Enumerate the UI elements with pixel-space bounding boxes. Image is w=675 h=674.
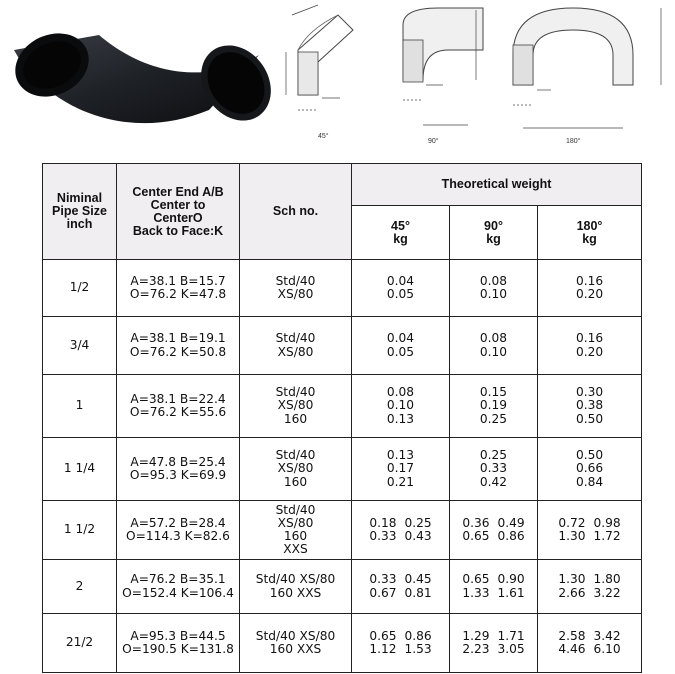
cell-size	[43, 317, 117, 375]
weight-value: 0.98	[593, 515, 621, 530]
header-nominal-size: Niminal Pipe Size inch	[43, 164, 117, 260]
weight-value: 0.43	[404, 529, 432, 543]
header-180: 180° kg	[538, 206, 642, 260]
value-center: A=47.8 B=25.4 O=95.3 K=69.9	[129, 454, 227, 482]
label-45: 45°	[318, 133, 329, 140]
weight-value: 0.72	[558, 515, 586, 530]
cell-w180	[538, 501, 642, 560]
cell-w90	[450, 260, 538, 317]
cell-size	[43, 438, 117, 501]
value-size: 1/2	[69, 280, 90, 295]
cell-w180	[538, 438, 642, 501]
weight-value: 0.33	[369, 572, 397, 587]
cell-center	[117, 317, 240, 375]
weight-value: 1.33	[462, 585, 490, 600]
product-illustrations	[0, 0, 675, 160]
header-theoretical-weight: Theoretical weight	[352, 164, 642, 206]
weight-value: 0.81	[404, 585, 432, 600]
table-row	[43, 438, 642, 501]
value-sch: Std/40 XS/80	[275, 331, 316, 359]
cell-w180	[538, 317, 642, 375]
cell-sch	[240, 501, 352, 560]
cell-sch	[240, 317, 352, 375]
value-center: A=38.1 B=22.4 O=76.2 K=55.6	[129, 391, 227, 419]
cell-w180	[538, 560, 642, 614]
weight-value: 3.05	[497, 642, 525, 656]
cell-size	[43, 260, 117, 317]
weight-value: 1.12	[369, 642, 397, 656]
cell-sch	[240, 260, 352, 317]
value-size: 1 1/2	[63, 522, 96, 537]
weight-value: 4.46	[558, 642, 586, 656]
label-90: 90°	[428, 138, 439, 145]
cell-sch	[240, 614, 352, 673]
value-size: 1 1/4	[63, 461, 96, 476]
value-center: A=38.1 B=19.1 O=76.2 K=50.8	[129, 331, 227, 359]
cell-w45	[352, 560, 450, 614]
weight-value: 1.53	[404, 642, 432, 656]
cell-center	[117, 438, 240, 501]
header-90: 90° kg	[450, 206, 538, 260]
weight-value: 0.18	[369, 515, 397, 530]
table-row	[43, 501, 642, 560]
value-center: A=76.2 B=35.1 O=152.4 K=106.4	[122, 572, 234, 600]
value-size: 1	[75, 398, 84, 413]
weight-value: 0.36	[462, 515, 490, 530]
value-w45: 0.08 0.10 0.13	[386, 385, 415, 426]
table-row	[43, 560, 642, 614]
cell-w90	[450, 317, 538, 375]
weight-value: 2.58	[558, 628, 586, 643]
weight-value: 0.90	[497, 572, 525, 587]
value-sch: Std/40 XS/80 160 XXS	[255, 628, 336, 656]
weight-value: 1.29	[462, 628, 490, 643]
value-sch: Std/40 XS/80 160	[275, 385, 316, 426]
value-size: 21/2	[65, 635, 94, 650]
value-w180: 0.30 0.38 0.50	[575, 385, 604, 426]
cell-w90	[450, 375, 538, 438]
cell-w90	[450, 438, 538, 501]
cell-w90	[450, 501, 538, 560]
value-center: A=95.3 B=44.5 O=190.5 K=131.8	[122, 628, 234, 656]
value-w45: 0.04 0.05	[386, 273, 415, 301]
cell-w180	[538, 260, 642, 317]
drawing-180-return	[503, 0, 675, 150]
value-center: A=57.2 B=28.4 O=114.3 K=82.6	[126, 515, 230, 543]
cell-center	[117, 375, 240, 438]
value-size: 2	[75, 578, 84, 593]
weight-value: 1.61	[497, 585, 525, 600]
weight-value: 0.49	[497, 515, 525, 530]
value-size: 3/4	[69, 337, 90, 352]
table-row	[43, 375, 642, 438]
value-sch: Std/40 XS/80 160 XXS	[275, 502, 316, 557]
weight-value: 3.42	[593, 628, 621, 643]
value-w45: 0.13 0.17 0.21	[386, 448, 415, 489]
drawing-90-elbow	[388, 0, 498, 150]
cell-w90	[450, 614, 538, 673]
weight-value: 0.25	[404, 515, 432, 530]
cell-size	[43, 375, 117, 438]
weight-value: 0.65	[462, 529, 490, 543]
weight-value: 3.22	[593, 585, 621, 600]
value-w90: 0.25 0.33 0.42	[479, 448, 508, 489]
header-45: 45° kg	[352, 206, 450, 260]
cell-w45	[352, 614, 450, 673]
cell-w180	[538, 375, 642, 438]
cell-w45	[352, 375, 450, 438]
cell-size	[43, 501, 117, 560]
cell-size	[43, 560, 117, 614]
value-w180: 0.50 0.66 0.84	[575, 448, 604, 489]
value-w45: 0.04 0.05	[386, 331, 415, 359]
weight-value: 0.86	[404, 628, 432, 643]
cell-center	[117, 260, 240, 317]
cell-w45	[352, 501, 450, 560]
value-sch: Std/40 XS/80 160 XXS	[255, 572, 336, 600]
cell-center	[117, 560, 240, 614]
weight-value: 0.65	[462, 572, 490, 587]
value-w90: 0.08 0.10	[479, 273, 508, 301]
weight-value: 1.30	[558, 529, 586, 543]
value-w90: 0.08 0.10	[479, 331, 508, 359]
elbow-weight-table	[42, 163, 642, 673]
value-w180: 0.16 0.20	[575, 331, 604, 359]
cell-size	[43, 614, 117, 673]
value-sch: Std/40 XS/80	[275, 273, 316, 301]
cell-sch	[240, 375, 352, 438]
elbow-photo	[4, 10, 274, 150]
table-row	[43, 614, 642, 673]
weight-value: 0.65	[369, 628, 397, 643]
cell-w180	[538, 614, 642, 673]
value-w90: 0.15 0.19 0.25	[479, 385, 508, 426]
cell-sch	[240, 438, 352, 501]
weight-value: 2.66	[558, 585, 586, 600]
cell-w45	[352, 317, 450, 375]
weight-value: 0.67	[369, 585, 397, 600]
value-center: A=38.1 B=15.7 O=76.2 K=47.8	[129, 273, 227, 301]
weight-value: 6.10	[593, 642, 621, 656]
weight-value: 0.45	[404, 572, 432, 587]
table-row	[43, 260, 642, 317]
cell-sch	[240, 560, 352, 614]
cell-w45	[352, 438, 450, 501]
weight-value: 2.23	[462, 642, 490, 656]
cell-center	[117, 501, 240, 560]
cell-w45	[352, 260, 450, 317]
weight-value: 1.71	[497, 628, 525, 643]
weight-value: 1.30	[558, 572, 586, 587]
weight-value: 1.72	[593, 529, 621, 543]
label-180: 180°	[566, 138, 581, 145]
value-w180: 0.16 0.20	[575, 273, 604, 301]
value-sch: Std/40 XS/80 160	[275, 448, 316, 489]
header-schedule: Sch no.	[240, 164, 352, 260]
weight-value: 0.86	[497, 529, 525, 543]
header-center-dimensions: Center End A/B Center to CenterO Back to Face:K	[117, 164, 240, 260]
drawing-45-elbow	[278, 0, 378, 150]
cell-w90	[450, 560, 538, 614]
weight-value: 1.80	[593, 572, 621, 587]
weight-value: 0.33	[369, 529, 397, 543]
table-row	[43, 317, 642, 375]
cell-center	[117, 614, 240, 673]
